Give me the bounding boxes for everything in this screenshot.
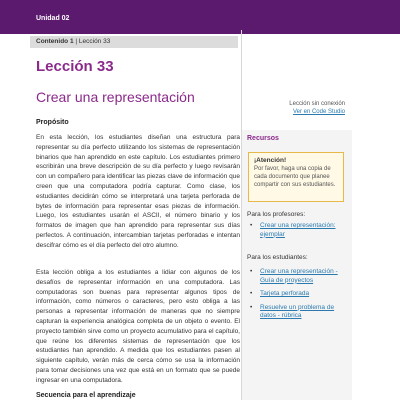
breadcrumb-lesson: Lección 33 (78, 38, 111, 45)
unit-header-bar (0, 0, 400, 34)
list-bullet: • (250, 268, 253, 275)
teachers-label: Para los profesores: (247, 211, 306, 218)
breadcrumb (30, 36, 238, 48)
breadcrumb-content: Contenido 1 (36, 38, 74, 45)
list-bullet: • (250, 290, 253, 297)
teacher-resource-link[interactable]: • Crear una representación: ejemplar (250, 222, 336, 238)
student-resources-list (250, 268, 342, 326)
unit-label: Unidad 02 (36, 15, 70, 22)
students-label: Para los estudiantes: (247, 254, 308, 261)
offline-lesson (289, 100, 345, 116)
lesson-title: Lección 33 (36, 58, 114, 75)
breadcrumb-separator: | (75, 38, 78, 45)
purpose-paragraph-1: En esta lección, los estudiantes diseñan una estructura para representar su día perfecto utilizando los sistemas de representación binarios que han aprendido en este capítulo. Los estudiantes primero escribirán una breve descripción de su día perfecto y luego revisarán con un compañero para identificar las piezas clave de información que creen que una computadora podría capturar. Como clase, los estudiantes decidirán cómo se interpretará una tarjeta perforada de bytes de información para representar esas piezas de información. Luego, los estudiantes usarán el ASCII, el número binario y los formatos de imagen que han aprendido para representar sus días perfectos. A continuación, intercambian tarjetas perforadas e intentan descifrar cómo es el día perfecto del otro alumno. (36, 134, 240, 249)
teacher-resources-list (250, 222, 342, 244)
purpose-heading: Propósito (36, 119, 69, 126)
list-bullet: • (250, 222, 253, 229)
student-resource-link[interactable]: • Resuelve un problema de datos - rúbrica (250, 303, 335, 319)
student-resource-link[interactable]: • Tarjeta perforada (250, 290, 310, 297)
alert-text: Por favor, haga una copia de cada documento que planee compartir con sus estudiantes. (254, 166, 336, 188)
attention-box (248, 152, 344, 202)
code-studio-link[interactable]: Ver en Code Studio (292, 109, 345, 115)
purpose-paragraph-2: Esta lección obliga a los estudiantes a lidiar con algunos de los desafíos de representar información en una computadora. Las computadoras son buenas para representar algunos tipos de información, como números o caracteres, pero esto obliga a las personas a representar información de maneras que no siempre capturan la experiencia analógica completa de un objeto o evento. El proyecto también sirve como un proyecto acumulativo para el capítulo, que reúne los diferentes sistemas de representación que los estudiantes han aprendido. A medida que los estudiantes pasen al siguiente capítulo, verán más de cerca cómo se usa la información para tomar decisiones una vez que está en un formato que se puede ingresar en una computadora. (36, 269, 240, 384)
lesson-subtitle: Crear una representación (36, 89, 195, 105)
sequence-heading: Secuencia para el aprendizaje (36, 392, 136, 399)
offline-label: Lección sin conexión (289, 101, 345, 107)
alert-title: ¡Atención! (254, 157, 287, 164)
list-bullet: • (250, 303, 253, 311)
student-resource-link[interactable]: • Crear una representación - Guía de proyectos (250, 268, 338, 284)
resources-title: Recursos (247, 135, 279, 142)
